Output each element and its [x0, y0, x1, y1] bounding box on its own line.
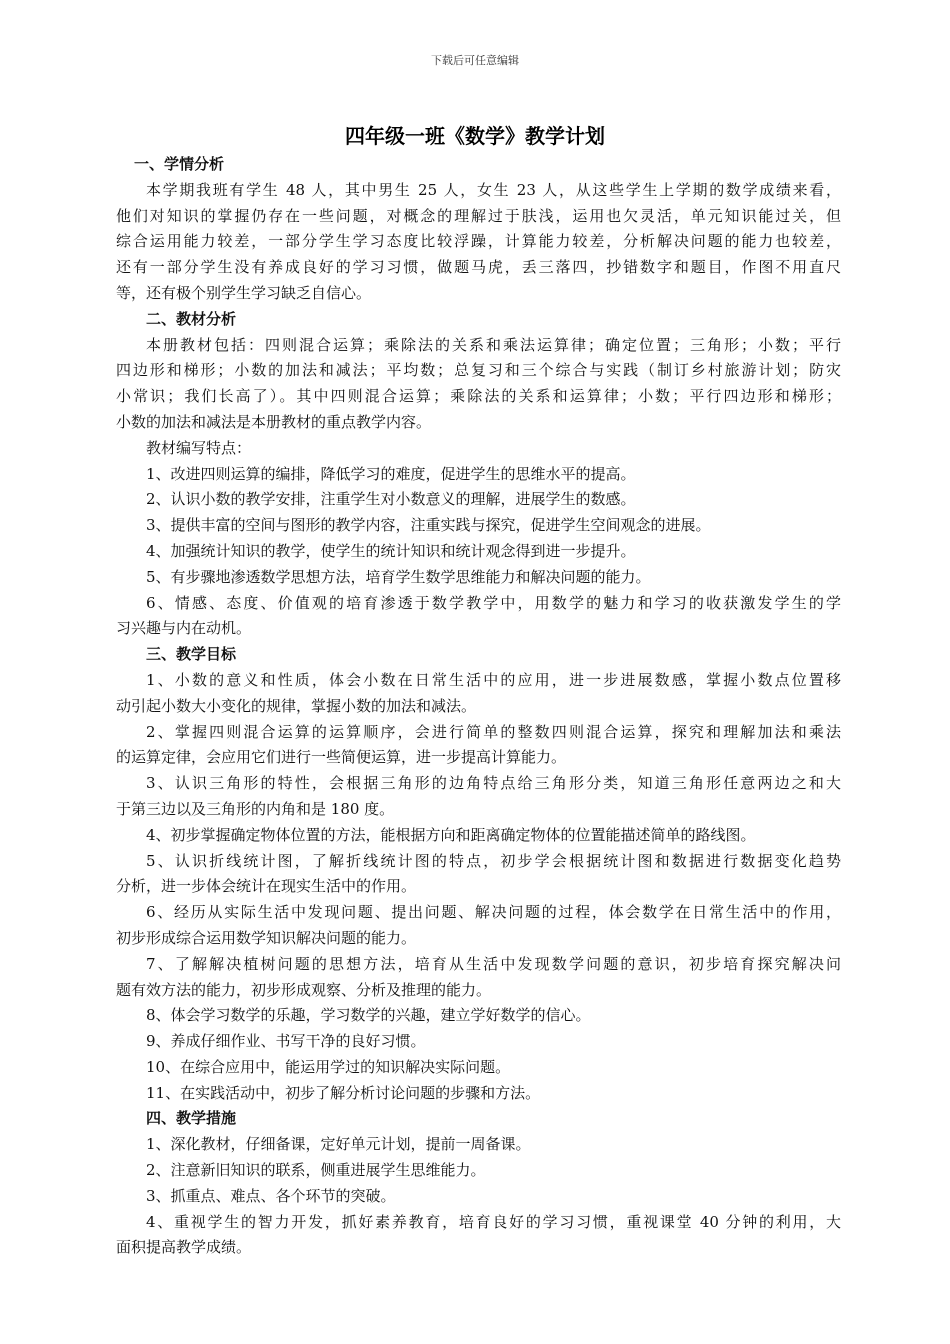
section-heading: 二、教材分析	[146, 309, 237, 328]
text-line: 分析，进一步体会统计在现实生活中的作用。	[116, 877, 417, 896]
text-line: 还有一部分学生没有养成良好的学习习惯，做题马虎，丢三落四，抄错数字和题目，作图不用直尺	[116, 258, 841, 277]
text-line: 8、体会学习数学的乐趣，学习数学的兴趣，建立学好数学的信心。	[146, 1006, 591, 1025]
page-header: 下载后可任意编辑	[431, 54, 519, 67]
text-line: 2、掌握四则混合运算的运算顺序，会进行简单的整数四则混合运算，探究和理解加法和乘法	[146, 722, 841, 741]
text-line: 的运算定律，会应用它们进行一些简便运算，进一步提高计算能力。	[116, 748, 567, 767]
text-line: 初步形成综合运用数学知识解决问题的能力。	[116, 928, 417, 947]
text-line: 1、小数的意义和性质，体会小数在日常生活中的应用，进一步进展数感，掌握小数点位置移	[146, 670, 841, 689]
text-line: 9、养成仔细作业、书写干净的良好习惯。	[146, 1032, 426, 1051]
text-line: 3、提供丰富的空间与图形的教学内容，注重实践与探究，促进学生空间观念的进展。	[146, 516, 711, 535]
text-line: 2、注意新旧知识的联系，侧重进展学生思维能力。	[146, 1161, 486, 1180]
text-line: 4、加强统计知识的教学，使学生的统计知识和统计观念得到进一步提升。	[146, 541, 636, 560]
text-line: 1、深化教材，仔细备课，定好单元计划，提前一周备课。	[146, 1135, 531, 1154]
text-line: 四边形和梯形；小数的加法和减法；平均数；总复习和三个综合与实践（制订乡村旅游计划；防灾	[116, 361, 841, 380]
text-line: 7、了解解决植树问题的思想方法，培育从生活中发现数学问题的意识，初步培育探究解决问	[146, 954, 841, 973]
text-line: 教材编写特点：	[146, 438, 252, 457]
text-line: 5、有步骤地渗透数学思想方法，培育学生数学思维能力和解决问题的能力。	[146, 567, 651, 586]
text-line: 5、认识折线统计图，了解折线统计图的特点，初步学会根据统计图和数据进行数据变化趋势	[146, 851, 841, 870]
text-line: 于第三边以及三角形的内角和是 180 度。	[116, 799, 395, 818]
text-line: 题有效方法的能力，初步形成观察、分析及推理的能力。	[116, 980, 492, 999]
text-line: 他们对知识的掌握仍存在一些问题，对概念的理解过于肤浅，运用也欠灵活，单元知识能过关，但	[116, 206, 841, 225]
section-heading: 四、教学措施	[146, 1109, 237, 1128]
text-line: 等，还有极个别学生学习缺乏自信心。	[116, 283, 372, 302]
text-line: 面积提高教学成绩。	[116, 1238, 252, 1257]
text-line: 6、情感、态度、价值观的培育渗透于数学教学中，用数学的魅力和学习的收获激发学生的学	[146, 593, 841, 612]
text-line: 4、初步掌握确定物体位置的方法，能根据方向和距离确定物体的位置能描述简单的路线图。	[146, 825, 756, 844]
text-line: 动引起小数大小变化的规律，掌握小数的加法和减法。	[116, 696, 477, 715]
document-title: 四年级一班《数学》教学计划	[345, 124, 605, 148]
section-heading: 一、学情分析	[134, 155, 225, 173]
text-line: 4、重视学生的智力开发，抓好素养教育，培育良好的学习习惯，重视课堂 40 分钟的利用，大	[146, 1212, 841, 1231]
text-line: 小常识；我们长高了）。其中四则混合运算；乘除法的关系和运算律；小数；平行四边形和梯形；	[116, 387, 841, 406]
text-line: 3、抓重点、难点、各个环节的突破。	[146, 1186, 396, 1205]
text-line: 2、认识小数的教学安排，注重学生对小数意义的理解，进展学生的数感。	[146, 490, 636, 509]
document-body	[116, 152, 841, 1261]
text-line: 3、认识三角形的特性，会根据三角形的边角特点给三角形分类，知道三角形任意两边之和大	[146, 774, 841, 793]
text-line: 6、经历从实际生活中发现问题、提出问题、解决问题的过程，体会数学在日常生活中的作用，	[146, 903, 841, 922]
text-line: 习兴趣与内在动机。	[116, 619, 252, 638]
text-line: 本册教材包括：四则混合运算；乘除法的关系和乘法运算律；确定位置；三角形；小数；平行	[146, 335, 841, 354]
text-line: 本学期我班有学生 48 人，其中男生 25 人，女生 23 人，从这些学生上学期的数学成绩来看，	[146, 180, 841, 199]
text-line: 1、改进四则运算的编排，降低学习的难度，促进学生的思维水平的提高。	[146, 464, 636, 483]
text-line: 小数的加法和减法是本册教材的重点教学内容。	[116, 412, 432, 431]
section-heading: 三、教学目标	[146, 645, 237, 664]
text-line: 11、在实践活动中，初步了解分析讨论问题的步骤和方法。	[146, 1083, 541, 1102]
text-line: 综合运用能力较差，一部分学生学习态度比较浮躁，计算能力较差，分析解决问题的能力也较差，	[116, 232, 841, 251]
text-line: 10、在综合应用中，能运用学过的知识解决实际问题。	[146, 1057, 511, 1076]
